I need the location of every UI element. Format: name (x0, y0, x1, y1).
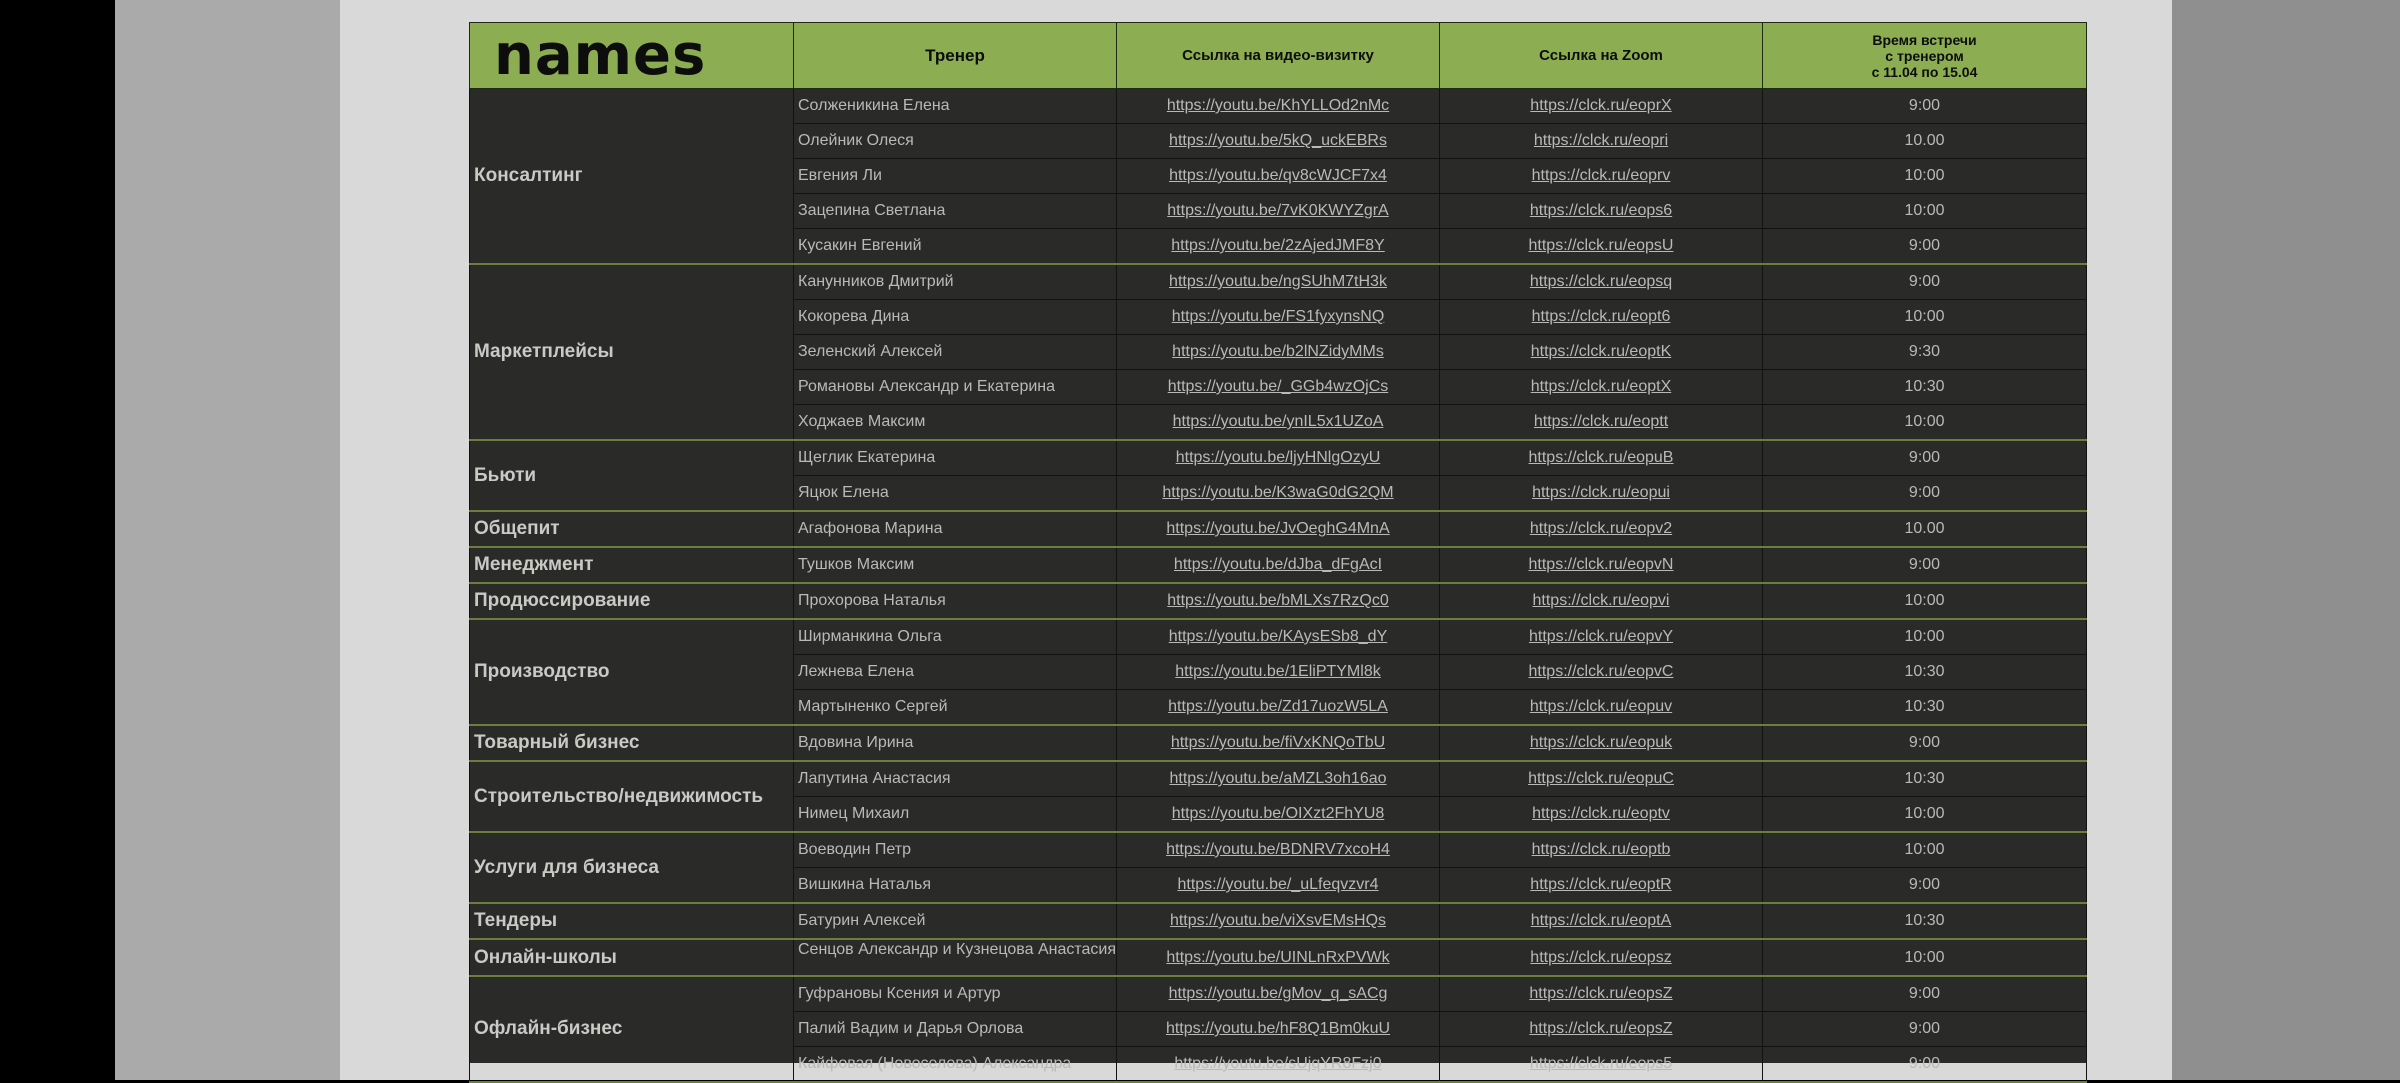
trainer-name-cell: Нимец Михаил (794, 797, 1117, 833)
table-row (470, 511, 2087, 547)
trainer-name-cell: Лежнева Елена (794, 655, 1117, 690)
category-cell: Товарный бизнес (470, 725, 794, 761)
video-link[interactable]: https://youtu.be/viXsvEMsHQs (1117, 903, 1440, 939)
video-link[interactable]: https://youtu.be/5kQ_uckEBRs (1117, 124, 1440, 159)
meeting-time-cell: 10:30 (1763, 690, 2087, 726)
zoom-link[interactable]: https://clck.ru/eopsU (1440, 229, 1763, 265)
video-link[interactable]: https://youtu.be/hF8Q1Bm0kuU (1117, 1012, 1440, 1047)
zoom-link[interactable]: https://clck.ru/eoptt (1440, 405, 1763, 441)
zoom-link[interactable]: https://clck.ru/eopui (1440, 476, 1763, 512)
zoom-link[interactable]: https://clck.ru/eopuB (1440, 440, 1763, 476)
trainer-name-cell: Ходжаев Максим (794, 405, 1117, 441)
trainer-name-cell: Агафонова Марина (794, 511, 1117, 547)
meeting-time-cell: 10.00 (1763, 124, 2087, 159)
meeting-time-cell: 9:00 (1763, 976, 2087, 1012)
table-row (470, 939, 2087, 976)
video-link[interactable]: https://youtu.be/OIXzt2FhYU8 (1117, 797, 1440, 833)
schedule-table (469, 22, 2086, 1072)
trainer-name-cell: Евгения Ли (794, 159, 1117, 194)
video-link[interactable]: https://youtu.be/fiVxKNQoTbU (1117, 725, 1440, 761)
trainer-name-cell: Палий Вадим и Дарья Орлова (794, 1012, 1117, 1047)
trainer-name-cell: Батурин Алексей (794, 903, 1117, 939)
trainer-name-cell: Романовы Александр и Екатерина (794, 370, 1117, 405)
header-row (470, 23, 2087, 89)
trainer-name-cell: Кокорева Дина (794, 300, 1117, 335)
time-header-line1: Время встречи (1872, 31, 1977, 48)
zoom-link[interactable]: https://clck.ru/eopvi (1440, 583, 1763, 619)
category-cell: Продюссирование (470, 583, 794, 619)
zoom-link[interactable]: https://clck.ru/eoprX (1440, 89, 1763, 124)
meeting-time-cell: 9:00 (1763, 440, 2087, 476)
video-link[interactable]: https://youtu.be/JvOeghG4MnA (1117, 511, 1440, 547)
meeting-time-cell: 9:30 (1763, 335, 2087, 370)
trainer-name-cell: Канунников Дмитрий (794, 264, 1117, 300)
trainer-name-cell: Мартыненко Сергей (794, 690, 1117, 726)
zoom-link[interactable]: https://clck.ru/eopvY (1440, 619, 1763, 655)
meeting-time-cell: 10:00 (1763, 939, 2087, 976)
trainer-name-cell: Прохорова Наталья (794, 583, 1117, 619)
zoom-link[interactable]: https://clck.ru/eopsZ (1440, 1012, 1763, 1047)
zoom-link[interactable]: https://clck.ru/eoptR (1440, 868, 1763, 904)
names-logo: names (470, 23, 794, 89)
video-link[interactable]: https://youtu.be/2zAjedJMF8Y (1117, 229, 1440, 265)
category-cell: Офлайн-бизнес (470, 976, 794, 1082)
category-cell: Бьюти (470, 440, 794, 511)
trainer-name-cell: Зацепина Светлана (794, 194, 1117, 229)
video-link[interactable]: https://youtu.be/_GGb4wzOjCs (1117, 370, 1440, 405)
meeting-time-cell: 10:00 (1763, 405, 2087, 441)
video-link[interactable]: https://youtu.be/K3waG0dG2QM (1117, 476, 1440, 512)
table-row (470, 264, 2087, 300)
video-link[interactable]: https://youtu.be/Zd17uozW5LA (1117, 690, 1440, 726)
category-cell: Менеджмент (470, 547, 794, 583)
category-cell: Маркетплейсы (470, 264, 794, 440)
left-margin (0, 0, 115, 1080)
category-cell: Тендеры (470, 903, 794, 939)
zoom-link[interactable]: https://clck.ru/eopvC (1440, 655, 1763, 690)
meeting-time-cell: 10:30 (1763, 761, 2087, 797)
time-column-header (1763, 23, 2087, 89)
video-link[interactable]: https://youtu.be/qv8cWJCF7x4 (1117, 159, 1440, 194)
video-link[interactable]: https://youtu.be/_uLfeqvzvr4 (1117, 868, 1440, 904)
trainer-column-header: Тренер (794, 23, 1117, 89)
trainer-name-cell: Олейник Олеся (794, 124, 1117, 159)
video-link[interactable]: https://youtu.be/7vK0KWYZgrA (1117, 194, 1440, 229)
trainer-name-cell: Сенцов Александр и Кузнецова Анастасия (794, 939, 1117, 976)
video-link[interactable]: https://youtu.be/gMov_q_sACg (1117, 976, 1440, 1012)
table-row (470, 761, 2087, 797)
zoom-link[interactable]: https://clck.ru/eops5 (1440, 1047, 1763, 1083)
trainer-name-cell: Воеводин Петр (794, 832, 1117, 868)
meeting-time-cell: 10:00 (1763, 832, 2087, 868)
video-link[interactable]: https://youtu.be/1EliPTYMl8k (1117, 655, 1440, 690)
zoom-link[interactable]: https://clck.ru/eopuv (1440, 690, 1763, 726)
meeting-time-cell: 9:00 (1763, 89, 2087, 124)
zoom-link[interactable]: https://clck.ru/eoptv (1440, 797, 1763, 833)
meeting-time-cell: 9:00 (1763, 725, 2087, 761)
zoom-link[interactable]: https://clck.ru/eopvN (1440, 547, 1763, 583)
trainer-name-cell: Яцюк Елена (794, 476, 1117, 512)
category-cell: Строительство/недвижимость (470, 761, 794, 832)
table-row (470, 725, 2087, 761)
table-row (470, 619, 2087, 655)
zoom-link[interactable]: https://clck.ru/eopsq (1440, 264, 1763, 300)
table-row (470, 832, 2087, 868)
trainer-name-cell: Вишкина Наталья (794, 868, 1117, 904)
table-row (470, 547, 2087, 583)
meeting-time-cell: 10:00 (1763, 797, 2087, 833)
video-link[interactable]: https://youtu.be/aMZL3oh16ao (1117, 761, 1440, 797)
trainer-name-cell: Вдовина Ирина (794, 725, 1117, 761)
meeting-time-cell: 10:30 (1763, 655, 2087, 690)
trainer-name-cell: Гуфрановы Ксения и Артур (794, 976, 1117, 1012)
zoom-column-header: Ссылка на Zoom (1440, 23, 1763, 89)
table-row (470, 89, 2087, 124)
zoom-link[interactable]: https://clck.ru/eoptb (1440, 832, 1763, 868)
video-link[interactable]: https://youtu.be/UINLnRxPVWk (1117, 939, 1440, 976)
meeting-time-cell: 10:30 (1763, 903, 2087, 939)
meeting-time-cell: 9:00 (1763, 1012, 2087, 1047)
table-row (470, 903, 2087, 939)
meeting-time-cell: 10:00 (1763, 300, 2087, 335)
meeting-time-cell: 9:00 (1763, 229, 2087, 265)
zoom-link[interactable]: https://clck.ru/eopuk (1440, 725, 1763, 761)
time-header-line3: с 11.04 по 15.04 (1871, 63, 1978, 80)
video-link[interactable]: https://youtu.be/ljyHNlgOzyU (1117, 440, 1440, 476)
video-link[interactable]: https://youtu.be/sUjqYR8Fzj0 (1117, 1047, 1440, 1083)
trainer-name-cell: Ширманкина Ольга (794, 619, 1117, 655)
zoom-link[interactable]: https://clck.ru/eoptX (1440, 370, 1763, 405)
video-link[interactable]: https://youtu.be/FS1fyxynsNQ (1117, 300, 1440, 335)
meeting-time-cell: 9:00 (1763, 476, 2087, 512)
category-cell: Общепит (470, 511, 794, 547)
meeting-time-cell: 10:00 (1763, 583, 2087, 619)
trainer-name-cell: Щеглик Екатерина (794, 440, 1117, 476)
table-row (470, 440, 2087, 476)
video-link[interactable]: https://youtu.be/ngSUhM7tH3k (1117, 264, 1440, 300)
zoom-link[interactable]: https://clck.ru/eopsZ (1440, 976, 1763, 1012)
meeting-time-cell: 10:00 (1763, 194, 2087, 229)
video-link[interactable]: https://youtu.be/b2lNZidyMMs (1117, 335, 1440, 370)
meeting-time-cell: 10:30 (1763, 370, 2087, 405)
meeting-time-cell: 10.00 (1763, 511, 2087, 547)
video-link[interactable]: https://youtu.be/ynIL5x1UZoA (1117, 405, 1440, 441)
zoom-link[interactable]: https://clck.ru/eopuC (1440, 761, 1763, 797)
trainer-name-cell: Зеленский Алексей (794, 335, 1117, 370)
meeting-time-cell: 9:00 (1763, 264, 2087, 300)
video-link[interactable]: https://youtu.be/dJba_dFgAcI (1117, 547, 1440, 583)
trainer-name-cell: Кусакин Евгений (794, 229, 1117, 265)
zoom-link[interactable]: https://clck.ru/eopri (1440, 124, 1763, 159)
meeting-time-cell: 9:00 (1763, 868, 2087, 904)
category-cell: Производство (470, 619, 794, 725)
video-link[interactable]: https://youtu.be/KAysESb8_dY (1117, 619, 1440, 655)
zoom-link[interactable]: https://clck.ru/eopt6 (1440, 300, 1763, 335)
zoom-link[interactable]: https://clck.ru/eopv2 (1440, 511, 1763, 547)
video-link[interactable]: https://youtu.be/bMLXs7RzQc0 (1117, 583, 1440, 619)
table-row (470, 583, 2087, 619)
zoom-link[interactable]: https://clck.ru/eoptA (1440, 903, 1763, 939)
zoom-link[interactable]: https://clck.ru/eopsz (1440, 939, 1763, 976)
zoom-link[interactable]: https://clck.ru/eoptK (1440, 335, 1763, 370)
video-column-header: Ссылка на видео-визитку (1117, 23, 1440, 89)
right-margin (2172, 0, 2400, 1080)
meeting-time-cell: 9:00 (1763, 1047, 2087, 1083)
category-cell: Консалтинг (470, 89, 794, 265)
zoom-link[interactable]: https://clck.ru/eoprv (1440, 159, 1763, 194)
meeting-time-cell: 9:00 (1763, 547, 2087, 583)
trainer-name-cell: Солженикина Елена (794, 89, 1117, 124)
trainer-name-cell: Лапутина Анастасия (794, 761, 1117, 797)
trainer-name-cell: Кайфовая (Новоселова) Александра (794, 1047, 1117, 1083)
meeting-time-cell: 10:00 (1763, 619, 2087, 655)
zoom-link[interactable]: https://clck.ru/eops6 (1440, 194, 1763, 229)
time-header-line2: с тренером (1885, 47, 1964, 64)
meeting-time-cell: 10:00 (1763, 159, 2087, 194)
table-row (470, 976, 2087, 1012)
video-link[interactable]: https://youtu.be/BDNRV7xcoH4 (1117, 832, 1440, 868)
category-cell: Услуги для бизнеса (470, 832, 794, 903)
category-cell: Онлайн-школы (470, 939, 794, 976)
trainer-name-cell: Тушков Максим (794, 547, 1117, 583)
video-link[interactable]: https://youtu.be/KhYLLOd2nMc (1117, 89, 1440, 124)
